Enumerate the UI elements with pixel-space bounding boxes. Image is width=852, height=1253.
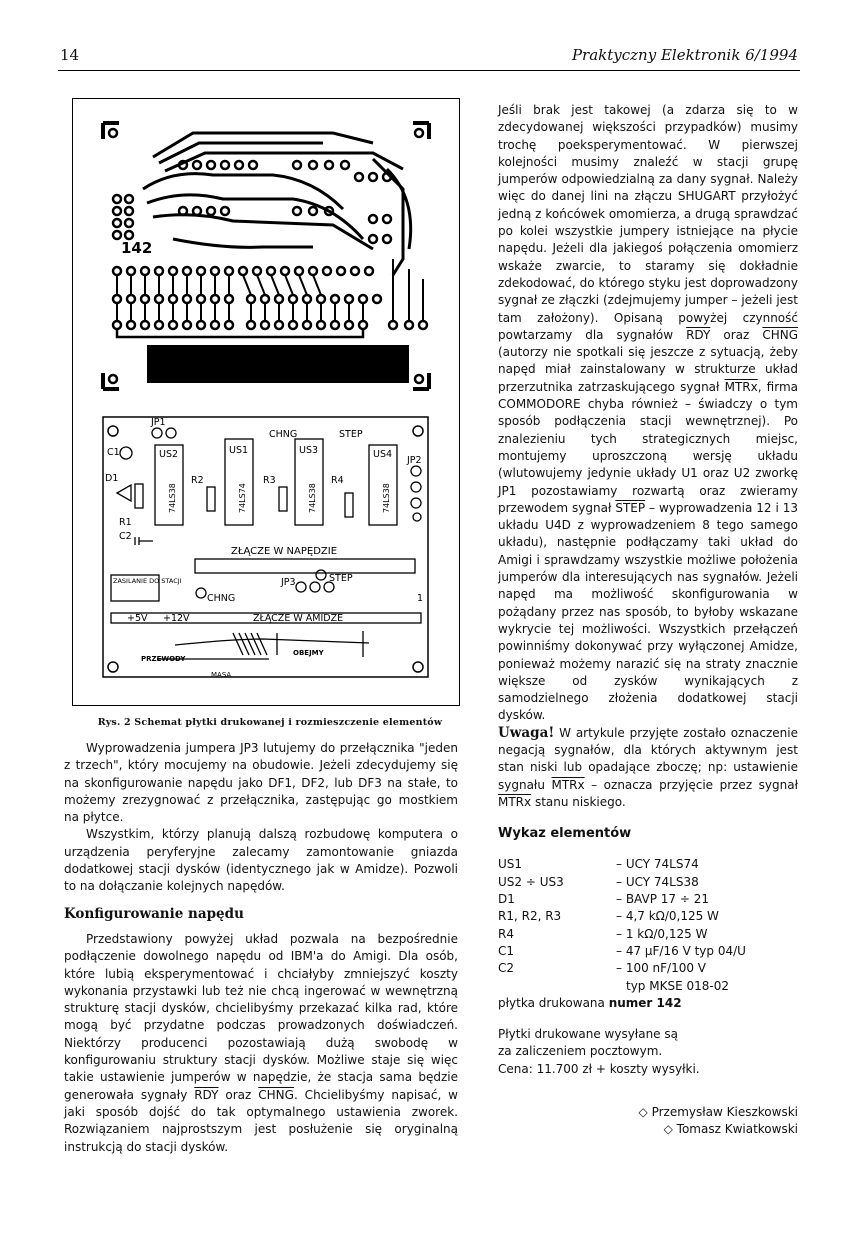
label-c1: C1 (107, 447, 120, 458)
label-r1: R1 (119, 517, 132, 528)
label-chip-74ls38-c: 74LS38 (382, 483, 391, 513)
page-number: 14 (60, 46, 80, 64)
figure-caption: Rys. 2 Schemat płytki drukowanej i rozmieszczenie elementów (97, 717, 443, 728)
label-plus12: +12V (163, 613, 190, 624)
parts-row: typ MKSE 018-02 (626, 978, 729, 993)
label-zlacze-amidze: ZŁĄCZE W AMIDZE (253, 613, 344, 624)
label-us4: US4 (373, 449, 393, 460)
parts-row: US1 – UCY 74LS74 (498, 857, 699, 872)
label-jp3: JP3 (281, 577, 296, 588)
label-step2: STEP (329, 573, 353, 584)
paragraph: Wszystkim, którzy planują dalszą rozbudowę komputera o urządzenia peryferyjne zalecamy zamontowanie gniazda dodatkowej stacji dysków (identycznego jak w Amidze). Pozwoli to na dołączanie kolejnych napędów. (64, 827, 458, 894)
label-chng: CHNG (269, 429, 298, 440)
parts-heading: Wykaz elementów (498, 826, 632, 842)
parts-row: D1 – BAVP 17 ÷ 21 (498, 892, 709, 907)
label-plus5: +5V (127, 613, 148, 624)
paragraph: Jeśli brak jest takowej (a zdarza się to w zdecydowanej większości przypadków) musimy trochę poeksperymentować. W pierwszej kolejności musimy znaleźć w stacji grupę jumperów odpowiedzialną za dany sygnał. Należy więc do danej lini na złączu SHUGART przyłożyć jedną z końcówek omomierza, a drugą sprawdzać po kolei wszystkie jumpery istniejące na płycie napędu. Jeżeli dla jakiegoś połączenia omomierz wskaże zwarcie, to staramy się dokładnie zdekodować, do którego styku jest doprowadzony sygnał ze złączki (zdejmujemy jumper – jeżeli jest tam założony). Opisaną powyżej czynność powtarzamy dla sygnałów $\overline{RDY}$ oraz CHNG (autorzy nie spotkali się jeszcze z sytuacją, żeby napęd miał zainstalowany w strukturze układ przerzutnika zatrzaskującego sygnał MTRx, firma COMMODORE chyba również – świadczy o tym sposób podłączenia stacji wewnętrznej). Po znalezieniu tych strategicznych miejsc, montujemy uproszczoną wersję układu (wlutowujemy jedynie układy U1 oraz U2 zworkę JP1 pozostawiamy rozwartą oraz zwieramy przewodem sygnał STEP – wyprowadzenia 12 i 13 układu U4D z wyprowadzeniem 8 tego samego układu), następnie podłączamy taki układ do Amigi i sprawdzamy wszystkie możliwe położenia jumperów dla interesujących nas sygnałów. Jeżeli napęd ma możliwość skonfigurowania w pożądany przez nas sposób, to byłoby wskazane wykrycie tej możliwości. Wszystkich przełączeń powinniśmy dokonywać przy wyłączonej Amidze, ponieważ możemy narazić się na straty znacznie większe od zysków wynikających z samodzielnego złożenia dodatkowej stacji dysków. (498, 103, 799, 723)
label-chip-74ls38-b: 74LS38 (308, 483, 317, 513)
author: ◇ Tomasz Kwiatkowski (663, 1122, 798, 1137)
order-info (498, 1026, 798, 1078)
label-zlacze-napedzie: ZŁĄCZE W NAPĘDZIE (231, 546, 338, 557)
left-column (64, 740, 458, 1156)
info-line: Cena: 11.700 zł + koszty wysyłki. (498, 1061, 700, 1076)
authors (498, 1104, 798, 1139)
label-d1: D1 (105, 473, 119, 484)
info-line: za zaliczeniem pocztowym. (498, 1044, 663, 1059)
paragraph: Wyprowadzenia jumpera JP3 lutujemy do przełącznika "jeden z trzech", który mocujemy na obudowie. Jeżeli zdecydujemy się na skonfigurowanie napędu jako DF1, DF2, lub DF3 na stałe, to możemy zrezygnować z przełącznika, zastępując go mostkiem na płytce. (64, 741, 458, 825)
author: ◇ Przemysław Kieszkowski (638, 1105, 798, 1120)
pcb-diagram (73, 99, 458, 704)
paragraph: Przedstawiony powyżej układ pozwala na bezpośrednie podłączenie dowolnego napędu od IBM'a do Amigi. Dla osób, które lubią eksperymentować i chciałyby zmniejszyć koszty wykonania przystawki lub też nie chcą ingerować w wewnętrzną strukturę stacji dysków, chcielibyśmy przekazać kilka rad, które mogą być przydatne podczas prowadzonych doświadczeń. Niektórzy producenci pozostawiają dużą swobodę w konfigurowaniu struktury stacji dysków. Możliwe staje się więc takie ustawienie jumperów w napędzie, że stacja sama będzie generowała sygnały $\overline{RDY}$ oraz CHNG. Chcielibyśmy napisać, w jaki sposób dojść do tak optymalnego ustawienia zworek. Rozwiązaniem najprostszym jest posłużenie się oryginalną instrukcją do stacji dysków. (64, 931, 458, 1154)
paragraph-uwaga: Uwaga! W artykule przyjęte zostało oznaczenie negacją sygnałów, dla których aktywnym jest stan niski lub opadające zboczę; np: ustawienie sygnału MTRx – oznacza przyjęcie przez sygnał MTRx stanu niskiego. (498, 724, 798, 809)
label-r3: R3 (263, 475, 276, 486)
parts-row: C1 – 47 μF/16 V typ 04/U (498, 943, 746, 958)
label-us3: US3 (299, 445, 319, 456)
parts-list (498, 856, 746, 994)
label-chip-74ls74: 74LS74 (238, 483, 247, 513)
info-line: Płytki drukowane wysyłane są (498, 1027, 678, 1042)
parts-row: R4 – 1 kΩ/0,125 W (498, 926, 708, 941)
label-masa: MASA (211, 671, 232, 679)
label-obejmy: OBEJMY (293, 649, 324, 657)
label-c2: C2 (119, 531, 132, 542)
figure-frame (72, 98, 460, 706)
plate-line: płytka drukowana numer 142 (498, 995, 682, 1010)
header-rule (58, 70, 800, 71)
parts-row: C2 – 100 nF/100 V (498, 961, 707, 976)
uwaga-heading: Uwaga! (498, 724, 555, 741)
label-r4: R4 (331, 475, 344, 486)
label-jp2: JP2 (407, 455, 422, 466)
pcb-number: 142 (121, 239, 153, 257)
parts-row: US2 ÷ US3 – UCY 74LS38 (498, 874, 699, 889)
label-chip-74ls38-a: 74LS38 (168, 483, 177, 513)
label-chng2: CHNG (207, 593, 236, 604)
label-us2: US2 (159, 449, 179, 460)
label-r2: R2 (191, 475, 204, 486)
label-zasilanie: ZASILANIE DO STACJI (113, 577, 182, 585)
publication-title: Praktyczny Elektronik 6/1994 (571, 46, 798, 64)
section-heading: Konfigurowanie napędu (64, 905, 244, 922)
label-step: STEP (339, 429, 363, 440)
label-one: 1 (417, 593, 424, 604)
label-jp1: JP1 (151, 417, 166, 428)
component-layout (103, 417, 428, 679)
right-column (498, 102, 798, 1139)
parts-row: R1, R2, R3 – 4,7 kΩ/0,125 W (498, 909, 719, 924)
label-przewody: PRZEWODY (141, 655, 186, 663)
label-us1: US1 (229, 445, 249, 456)
